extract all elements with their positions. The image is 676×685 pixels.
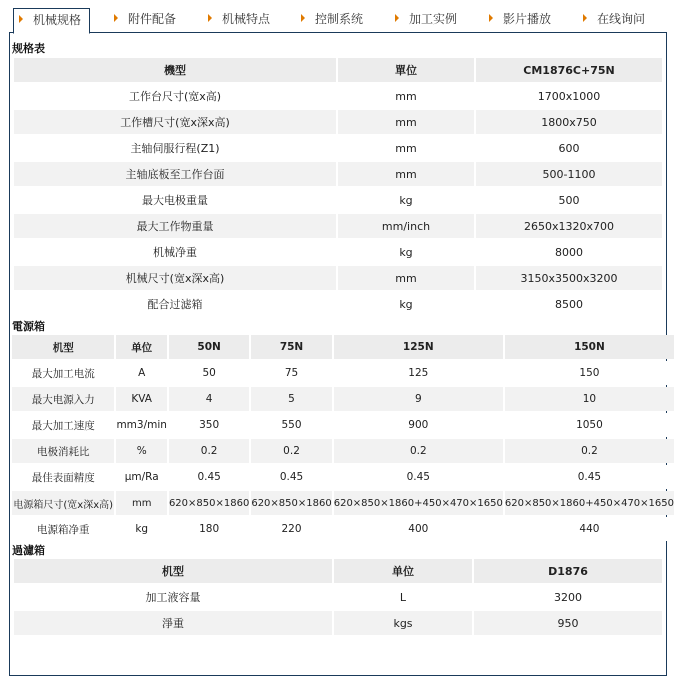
table-row: 主轴底板至工作台面 mm 500-1100: [14, 162, 662, 186]
table-row: 最佳表面精度 μm/Ra 0.45 0.45 0.45 0.45: [12, 465, 674, 489]
table-row: 电源箱尺寸(宽x深x高) mm 620×850×1860 620×850×1860 620×850×1860+450×470×1650 620×850×1860+450×470×1650: [12, 491, 674, 515]
table-row: 最大加工电流 A 50 75 125 150: [12, 361, 674, 385]
tab-inquiry[interactable]: 在线询问: [583, 8, 645, 33]
table-row: 工作台尺寸(宽x高) mm 1700x1000: [14, 84, 662, 108]
power-section-title: 電源箱: [12, 320, 45, 333]
arrow-right-icon: [208, 14, 212, 22]
arrow-right-icon: [583, 14, 587, 22]
arrow-right-icon: [301, 14, 305, 22]
tab-bar: [9, 8, 667, 33]
filter-header-row: 机型 单位 D1876: [14, 559, 662, 583]
table-row: 机械尺寸(宽x深x高) mm 3150x3500x3200: [14, 266, 662, 290]
power-header-row: 机型 单位 50N 75N 125N 150N: [12, 335, 674, 359]
tab-video[interactable]: 影片播放: [489, 8, 551, 33]
tab-control-system[interactable]: 控制系统: [301, 8, 363, 33]
tab-features[interactable]: 机械特点: [208, 8, 270, 33]
table-row: 最大加工速度 mm3/min 350 550 900 1050: [12, 413, 674, 437]
spec-header-unit: 單位: [338, 58, 474, 82]
table-row: 最大电极重量 kg 500: [14, 188, 662, 212]
power-table: [10, 333, 676, 543]
table-row: 最大电源入力 KVA 4 5 9 10: [12, 387, 674, 411]
tab-specs[interactable]: 机械规格: [13, 8, 90, 34]
spec-header-model: 機型: [14, 58, 336, 82]
spec-table: [12, 56, 664, 318]
arrow-right-icon: [114, 14, 118, 22]
spec-section-title: 规格表: [12, 42, 45, 55]
table-row: 最大工作物重量 mm/inch 2650x1320x700: [14, 214, 662, 238]
table-row: 加工液容量 L 3200: [14, 585, 662, 609]
table-row: 淨重 kgs 950: [14, 611, 662, 635]
table-row: 配合过滤箱 kg 8500: [14, 292, 662, 316]
arrow-right-icon: [489, 14, 493, 22]
arrow-right-icon: [19, 15, 23, 23]
spec-header-value: CM1876C+75N: [476, 58, 662, 82]
table-row: 电极消耗比 % 0.2 0.2 0.2 0.2: [12, 439, 674, 463]
filter-section-title: 過濾箱: [12, 544, 45, 557]
filter-table: [12, 557, 664, 637]
table-row: 工作槽尺寸(宽x深x高) mm 1800x750: [14, 110, 662, 134]
table-row: 主轴伺服行程(Z1) mm 600: [14, 136, 662, 160]
tab-accessories[interactable]: 附件配备: [114, 8, 176, 33]
spec-header-row: [14, 58, 662, 82]
tab-examples[interactable]: 加工实例: [395, 8, 457, 33]
table-row: 机械净重 kg 8000: [14, 240, 662, 264]
table-row: 电源箱净重 kg 180 220 400 440: [12, 517, 674, 541]
arrow-right-icon: [395, 14, 399, 22]
